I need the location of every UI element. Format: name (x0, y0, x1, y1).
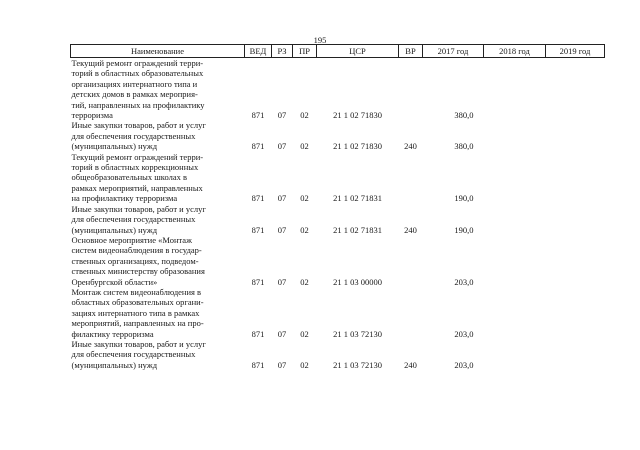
cell-y2019 (546, 204, 605, 235)
table-row (71, 152, 605, 204)
cell-rz: 07 (277, 276, 287, 287)
cell-pr: 02 (300, 224, 309, 235)
cell-ved: 871 (251, 276, 265, 287)
page-number: 195 (313, 35, 327, 45)
header-ved: ВЕД (245, 45, 272, 58)
cell-pr: 02 (300, 328, 309, 339)
table-row (71, 339, 605, 370)
row-name-line: на профилактику терроризма (71, 193, 178, 204)
row-name (71, 204, 245, 235)
row-name-line: зациях интернатного типа в рамках (71, 307, 200, 318)
row-name-line: Иные закупки товаров, работ и услуг (71, 338, 206, 349)
cell-y2018 (484, 339, 546, 370)
cell-pr: 02 (300, 141, 309, 152)
row-name-line: Оренбургской области» (71, 276, 158, 287)
header-2019: 2019 год (546, 45, 605, 58)
row-name-line: терроризма (71, 110, 113, 121)
cell-ved: 871 (251, 359, 265, 370)
cell-y2017: 203,0 (454, 359, 474, 370)
header-csr: ЦСР (317, 45, 399, 58)
cell-vr (399, 58, 423, 121)
cell-y2019 (546, 339, 605, 370)
row-name-line: мероприятий, направленных на про- (71, 318, 204, 329)
cell-y2017: 203,0 (454, 276, 474, 287)
cell-pr: 02 (300, 193, 309, 204)
row-name-line: Иные закупки товаров, работ и услуг (71, 120, 206, 131)
row-name-line: общеобразовательных школах в (71, 172, 188, 183)
row-name-line: тий, направленных на профилактику (71, 99, 205, 110)
row-name-line: для обеспечения государственных (71, 130, 196, 141)
row-name-line: Текущий ремонт ограждений терри- (71, 58, 204, 68)
row-name-line: (муниципальных) нужд (71, 224, 158, 235)
cell-ved: 871 (251, 193, 265, 204)
row-name-line: Текущий ремонт ограждений терри- (71, 151, 204, 162)
table-row (71, 58, 605, 121)
row-name-line: для обеспечения государственных (71, 349, 196, 360)
cell-y2017: 190,0 (454, 193, 474, 204)
cell-csr: 21 1 02 71831 (333, 224, 382, 235)
budget-table (70, 44, 605, 370)
header-vr: ВР (399, 45, 423, 58)
row-name-line: ственных министерству образования (71, 266, 205, 277)
cell-csr: 21 1 03 72130 (333, 328, 382, 339)
cell-csr: 21 1 02 71830 (333, 110, 382, 121)
row-name-line: для обеспечения государственных (71, 214, 196, 225)
table-row (71, 287, 605, 339)
cell-y2018 (484, 235, 546, 287)
row-name-line: торий в областных коррекционных (71, 162, 199, 173)
cell-ved: 871 (251, 110, 265, 121)
header-pr: ПР (293, 45, 317, 58)
cell-pr: 02 (300, 276, 309, 287)
row-name (71, 287, 245, 339)
cell-y2017: 380,0 (454, 141, 474, 152)
cell-vr: 240 (404, 359, 417, 370)
cell-ved: 871 (251, 224, 265, 235)
cell-rz: 07 (277, 359, 287, 370)
cell-y2018 (484, 58, 546, 121)
cell-y2019 (546, 58, 605, 121)
cell-ved: 871 (251, 141, 265, 152)
row-name-line: областных образовательных органи- (71, 297, 204, 308)
cell-y2018 (484, 287, 546, 339)
header-rz: РЗ (272, 45, 293, 58)
cell-csr: 21 1 02 71831 (333, 193, 382, 204)
cell-pr: 02 (300, 110, 309, 121)
cell-vr (399, 152, 423, 204)
cell-y2018 (484, 152, 546, 204)
table-row (71, 235, 605, 287)
cell-rz: 07 (277, 193, 287, 204)
cell-ved: 871 (251, 328, 265, 339)
cell-csr: 21 1 03 72130 (333, 359, 382, 370)
cell-y2017: 203,0 (454, 328, 474, 339)
cell-y2018 (484, 120, 546, 151)
row-name-line: систем видеонаблюдения в государ- (71, 245, 202, 256)
row-name-line: детских домов в рамках мероприя- (71, 89, 198, 100)
row-name-line: (муниципальных) нужд (71, 359, 158, 370)
cell-csr: 21 1 02 71830 (333, 141, 382, 152)
table-row (71, 120, 605, 151)
row-name-line: Иные закупки товаров, работ и услуг (71, 203, 206, 214)
header-2018: 2018 год (484, 45, 546, 58)
row-name-line: торий в областных образовательных (71, 68, 204, 79)
header-2017: 2017 год (423, 45, 484, 58)
row-name (71, 235, 245, 287)
cell-vr: 240 (404, 224, 417, 235)
cell-y2017: 190,0 (454, 224, 474, 235)
cell-rz: 07 (277, 224, 287, 235)
cell-rz: 07 (277, 328, 287, 339)
row-name (71, 58, 245, 121)
cell-rz: 07 (277, 141, 287, 152)
table-header-row (71, 45, 605, 58)
row-name-line: ственных организациях, подведом- (71, 255, 199, 266)
cell-csr: 21 1 03 00000 (333, 276, 382, 287)
cell-y2019 (546, 120, 605, 151)
cell-vr: 240 (404, 141, 417, 152)
row-name-line: рамках мероприятий, направленных (71, 182, 203, 193)
cell-vr (399, 287, 423, 339)
cell-pr: 02 (300, 359, 309, 370)
row-name (71, 120, 245, 151)
cell-y2019 (546, 152, 605, 204)
row-name-line: (муниципальных) нужд (71, 141, 158, 152)
cell-y2017: 380,0 (454, 110, 474, 121)
row-name-line: Монтаж систем видеонаблюдения в (71, 286, 202, 297)
cell-vr (399, 235, 423, 287)
row-name (71, 339, 245, 370)
cell-y2018 (484, 204, 546, 235)
row-name (71, 152, 245, 204)
row-name-line: Основное мероприятие «Монтаж (71, 234, 192, 245)
table-row (71, 204, 605, 235)
cell-rz: 07 (277, 110, 287, 121)
header-name: Наименование (71, 45, 245, 58)
cell-y2019 (546, 235, 605, 287)
row-name-line: организациях интернатного типа и (71, 78, 198, 89)
row-name-line: филактику терроризма (71, 328, 154, 339)
cell-y2019 (546, 287, 605, 339)
